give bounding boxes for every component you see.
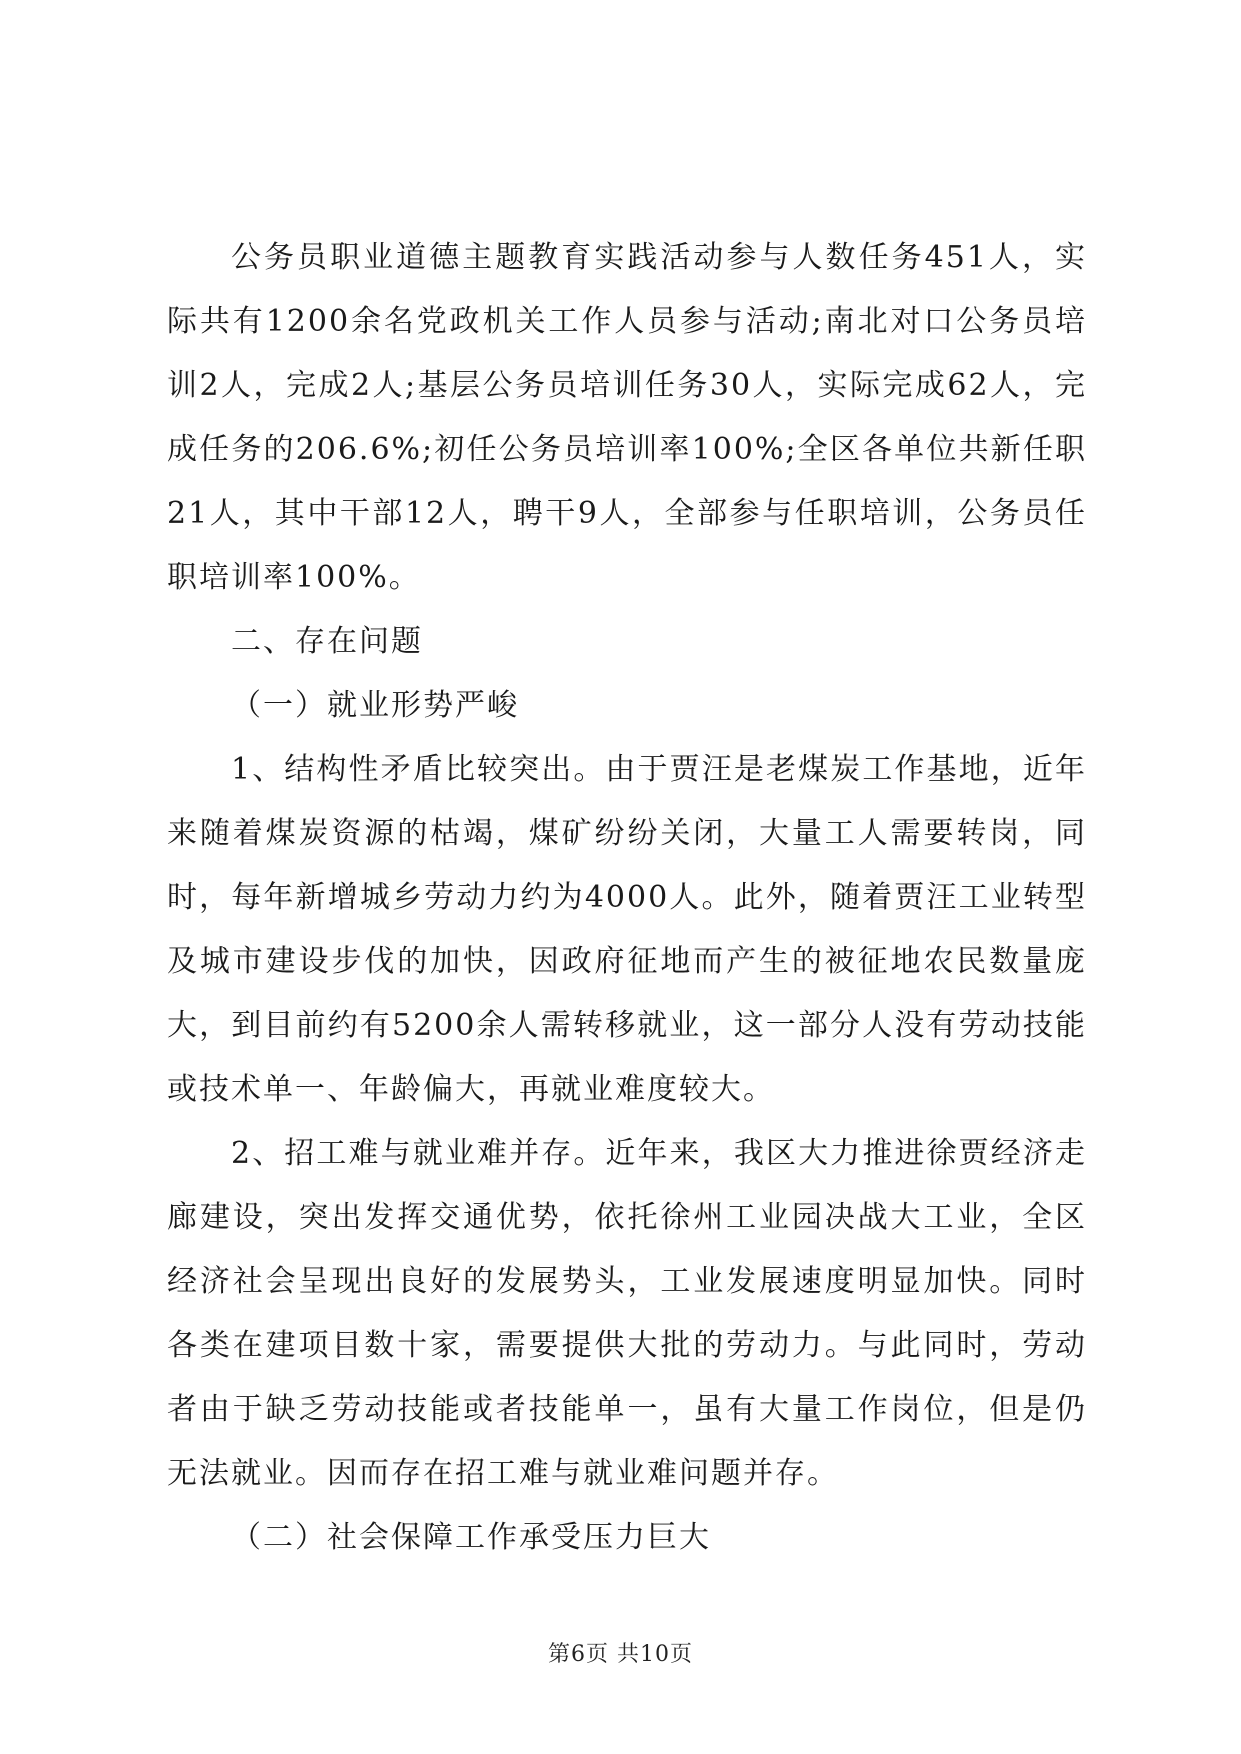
- paragraph-recruitment-difficulty: 2、招工难与就业难并存。近年来，我区大力推进徐贾经济走廊建设，突出发挥交通优势，依托徐州工业园决战大工业，全区经济社会呈现出良好的发展势头，工业发展速度明显加快。同时各类在建项目数十家，需要提供大批的劳动力。与此同时，劳动者由于缺乏劳动技能或者技能单一，虽有大量工作岗位，但是仍无法就业。因而存在招工难与就业难问题并存。: [167, 1136, 1087, 1491]
- section-heading-issues: 二、存在问题: [231, 624, 423, 659]
- subheading-employment: （一）就业形势严峻: [231, 688, 519, 723]
- page-number-footer: 第6页 共10页: [548, 1642, 693, 1667]
- subheading-social-security: （二）社会保障工作承受压力巨大: [231, 1520, 711, 1555]
- paragraph-training-stats: 公务员职业道德主题教育实践活动参与人数任务451人，实际共有1200余名党政机关工作人员参与活动;南北对口公务员培训2人，完成2人;基层公务员培训任务30人，实际完成62人，完成任务的206.6%;初任公务员培训率100%;全区各单位共新任职21人，其中干部12人，聘干9人，全部参与任职培训，公务员任职培训率100%。: [167, 240, 1087, 595]
- document-body: [167, 226, 1087, 1570]
- paragraph-structural-conflict: 1、结构性矛盾比较突出。由于贾汪是老煤炭工作基地，近年来随着煤炭资源的枯竭，煤矿纷纷关闭，大量工人需要转岗，同时，每年新增城乡劳动力约为4000人。此外，随着贾汪工业转型及城市建设步伐的加快，因政府征地而产生的被征地农民数量庞大，到目前约有5200余人需转移就业，这一部分人没有劳动技能或技术单一、年龄偏大，再就业难度较大。: [167, 752, 1087, 1107]
